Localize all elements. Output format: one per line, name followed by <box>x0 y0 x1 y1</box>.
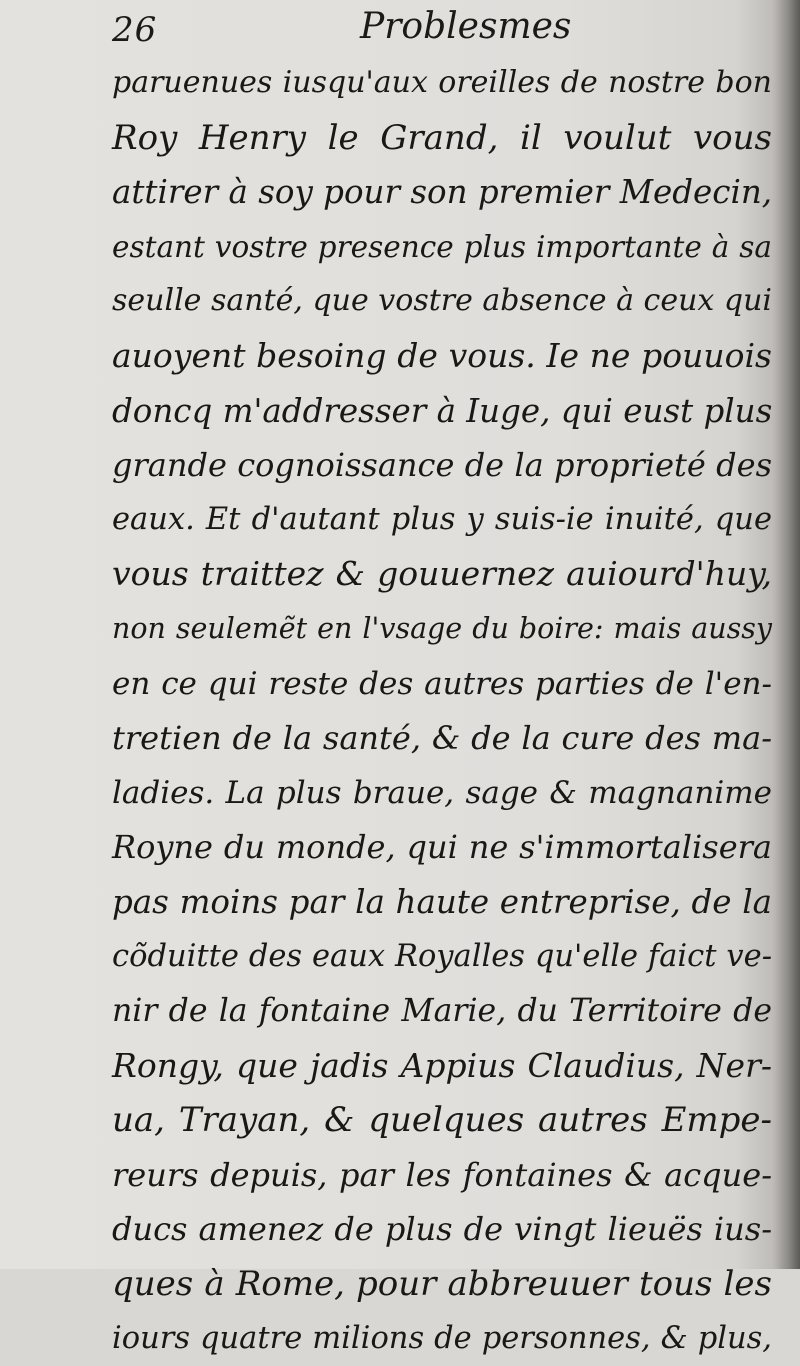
text-line: ladies. La plus braue, sage & magnanime <box>112 774 772 811</box>
text-line: iours quatre milions de personnes, & plus, <box>112 1320 772 1356</box>
text-line: ducs amenez de plus de vingt lieuës ius- <box>112 1210 772 1249</box>
page-header <box>108 4 768 54</box>
text-line: doncq m'addresser à Iuge, qui eust plus <box>112 391 773 430</box>
text-line: vous traittez & gouuernez auiourd'huy, <box>112 554 772 594</box>
text-line: eaux. Et d'autant plus y suis-ie inuité, que <box>112 501 772 537</box>
text-line: estant vostre presence plus importante à sa <box>112 229 772 264</box>
text-line: auoyent besoing de vous. Ie ne pouuois <box>112 335 772 375</box>
text-line: non seulemẽt en l'vsage du boire: mais aussy <box>112 611 772 645</box>
text-line: grande cognoissance de la proprieté des <box>112 446 772 485</box>
text-line: Royne du monde, qui ne s'immortalisera <box>112 828 772 867</box>
text-line: seulle santé, que vostre absence à ceux qui <box>112 283 772 319</box>
text-line: cõduitte des eaux Royalles qu'elle faict ve- <box>112 938 772 974</box>
text-line: nir de la fontaine Marie, du Territoire de <box>112 993 772 1030</box>
text-line: ques à Rome, pour abbreuuer tous les <box>112 1264 772 1305</box>
text-line: reurs depuis, par les fontaines & acque- <box>112 1155 772 1194</box>
text-line: Rongy, que jadis Appius Claudius, Ner- <box>112 1045 772 1085</box>
running-title: Problesmes <box>360 6 572 47</box>
text-line: attirer à soy pour son premier Medecin, <box>112 173 773 212</box>
page-gutter-shadow <box>772 0 800 1269</box>
text-line: Roy Henry le Grand, il voulut vous <box>112 117 772 158</box>
page-number: 26 <box>112 10 158 50</box>
text-line: ua, Trayan, & quelques autres Empe- <box>112 1100 772 1141</box>
text-line: tretien de la santé, & de la cure des ma- <box>112 719 772 758</box>
text-line: pas moins par la haute entreprise, de la <box>112 882 772 921</box>
text-line: paruenues iusqu'aux oreilles de nostre bon <box>112 65 772 100</box>
body-text <box>112 56 772 1366</box>
text-line: en ce qui reste des autres parties de l'en- <box>112 665 772 702</box>
